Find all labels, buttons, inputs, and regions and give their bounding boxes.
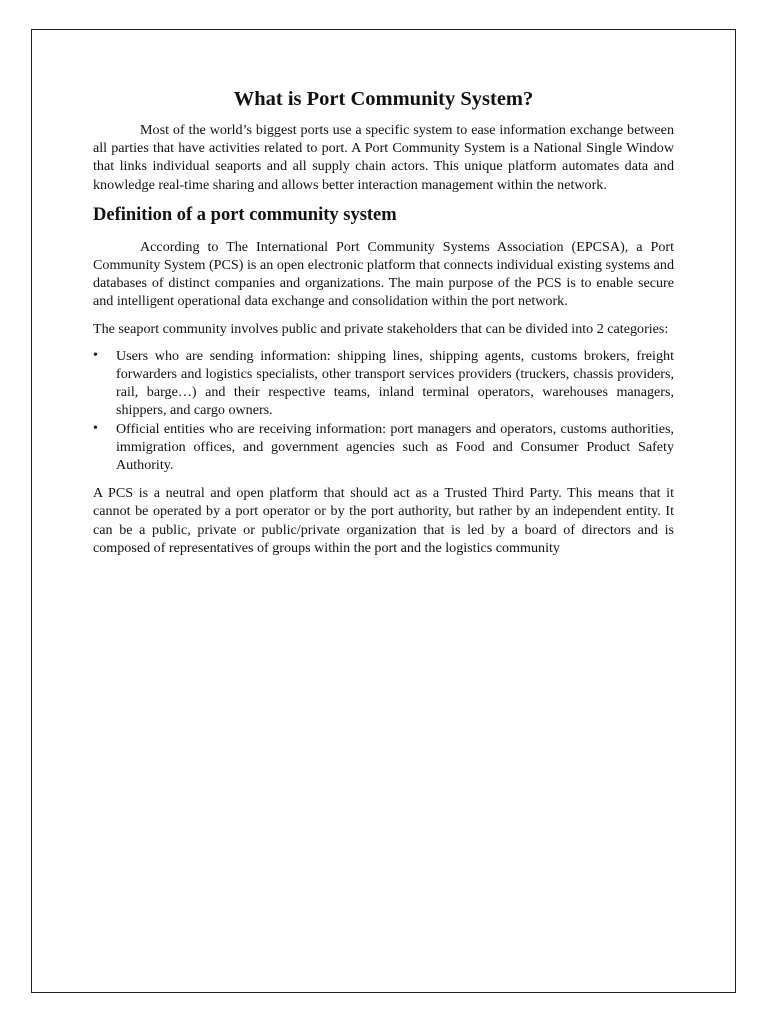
list-item-text: Official entities who are receiving information: port managers and operators, customs authorities, immigration offices, and government agencies such as Food and Consumer Product Safety Authority. — [116, 420, 674, 474]
bullet-icon: • — [93, 347, 98, 363]
document-body — [93, 86, 674, 566]
list-item — [93, 420, 674, 475]
definition-paragraph: According to The International Port Community Systems Association (EPCSA), a Port Community System (PCS) is an open electronic platform that connects individual existing systems and databases of distinct companies and organizations. The main purpose of the PCS is to enable secure and intelligent operational data exchange and consolidation within the port network. — [93, 238, 674, 310]
intro-paragraph: Most of the world’s biggest ports use a specific system to ease information exchange between all parties that have activities related to port. A Port Community System is a National Single Window that links individual seaports and all supply chain actors. This unique platform automates data and knowledge real-time sharing and allows better interaction management within the network. — [93, 122, 674, 193]
list-item-text: Users who are sending information: shipping lines, shipping agents, customs brokers, freight forwarders and logistics specialists, other transport services providers (truckers, chassis providers, rail, barge…) and their respective teams, inland terminal operators, warehouses managers, shippers, and cargo owners. — [116, 347, 674, 419]
stakeholder-list — [93, 347, 674, 474]
document-title: What is Port Community System? — [233, 88, 534, 110]
bullet-icon: • — [93, 420, 98, 436]
stakeholders-paragraph: The seaport community involves public and private stakeholders that can be divided into 2 categories: — [93, 320, 669, 337]
neutral-platform-paragraph: A PCS is a neutral and open platform that should act as a Trusted Third Party. This means that it cannot be operated by a port operator or by the port authority, but rather by an independent entity. It can be a public, private or public/private organization that is led by a board of directors and is composed of representatives of groups within the port and the logistics community — [93, 485, 674, 556]
list-item — [93, 347, 674, 420]
section-heading: Definition of a port community system — [93, 204, 397, 225]
